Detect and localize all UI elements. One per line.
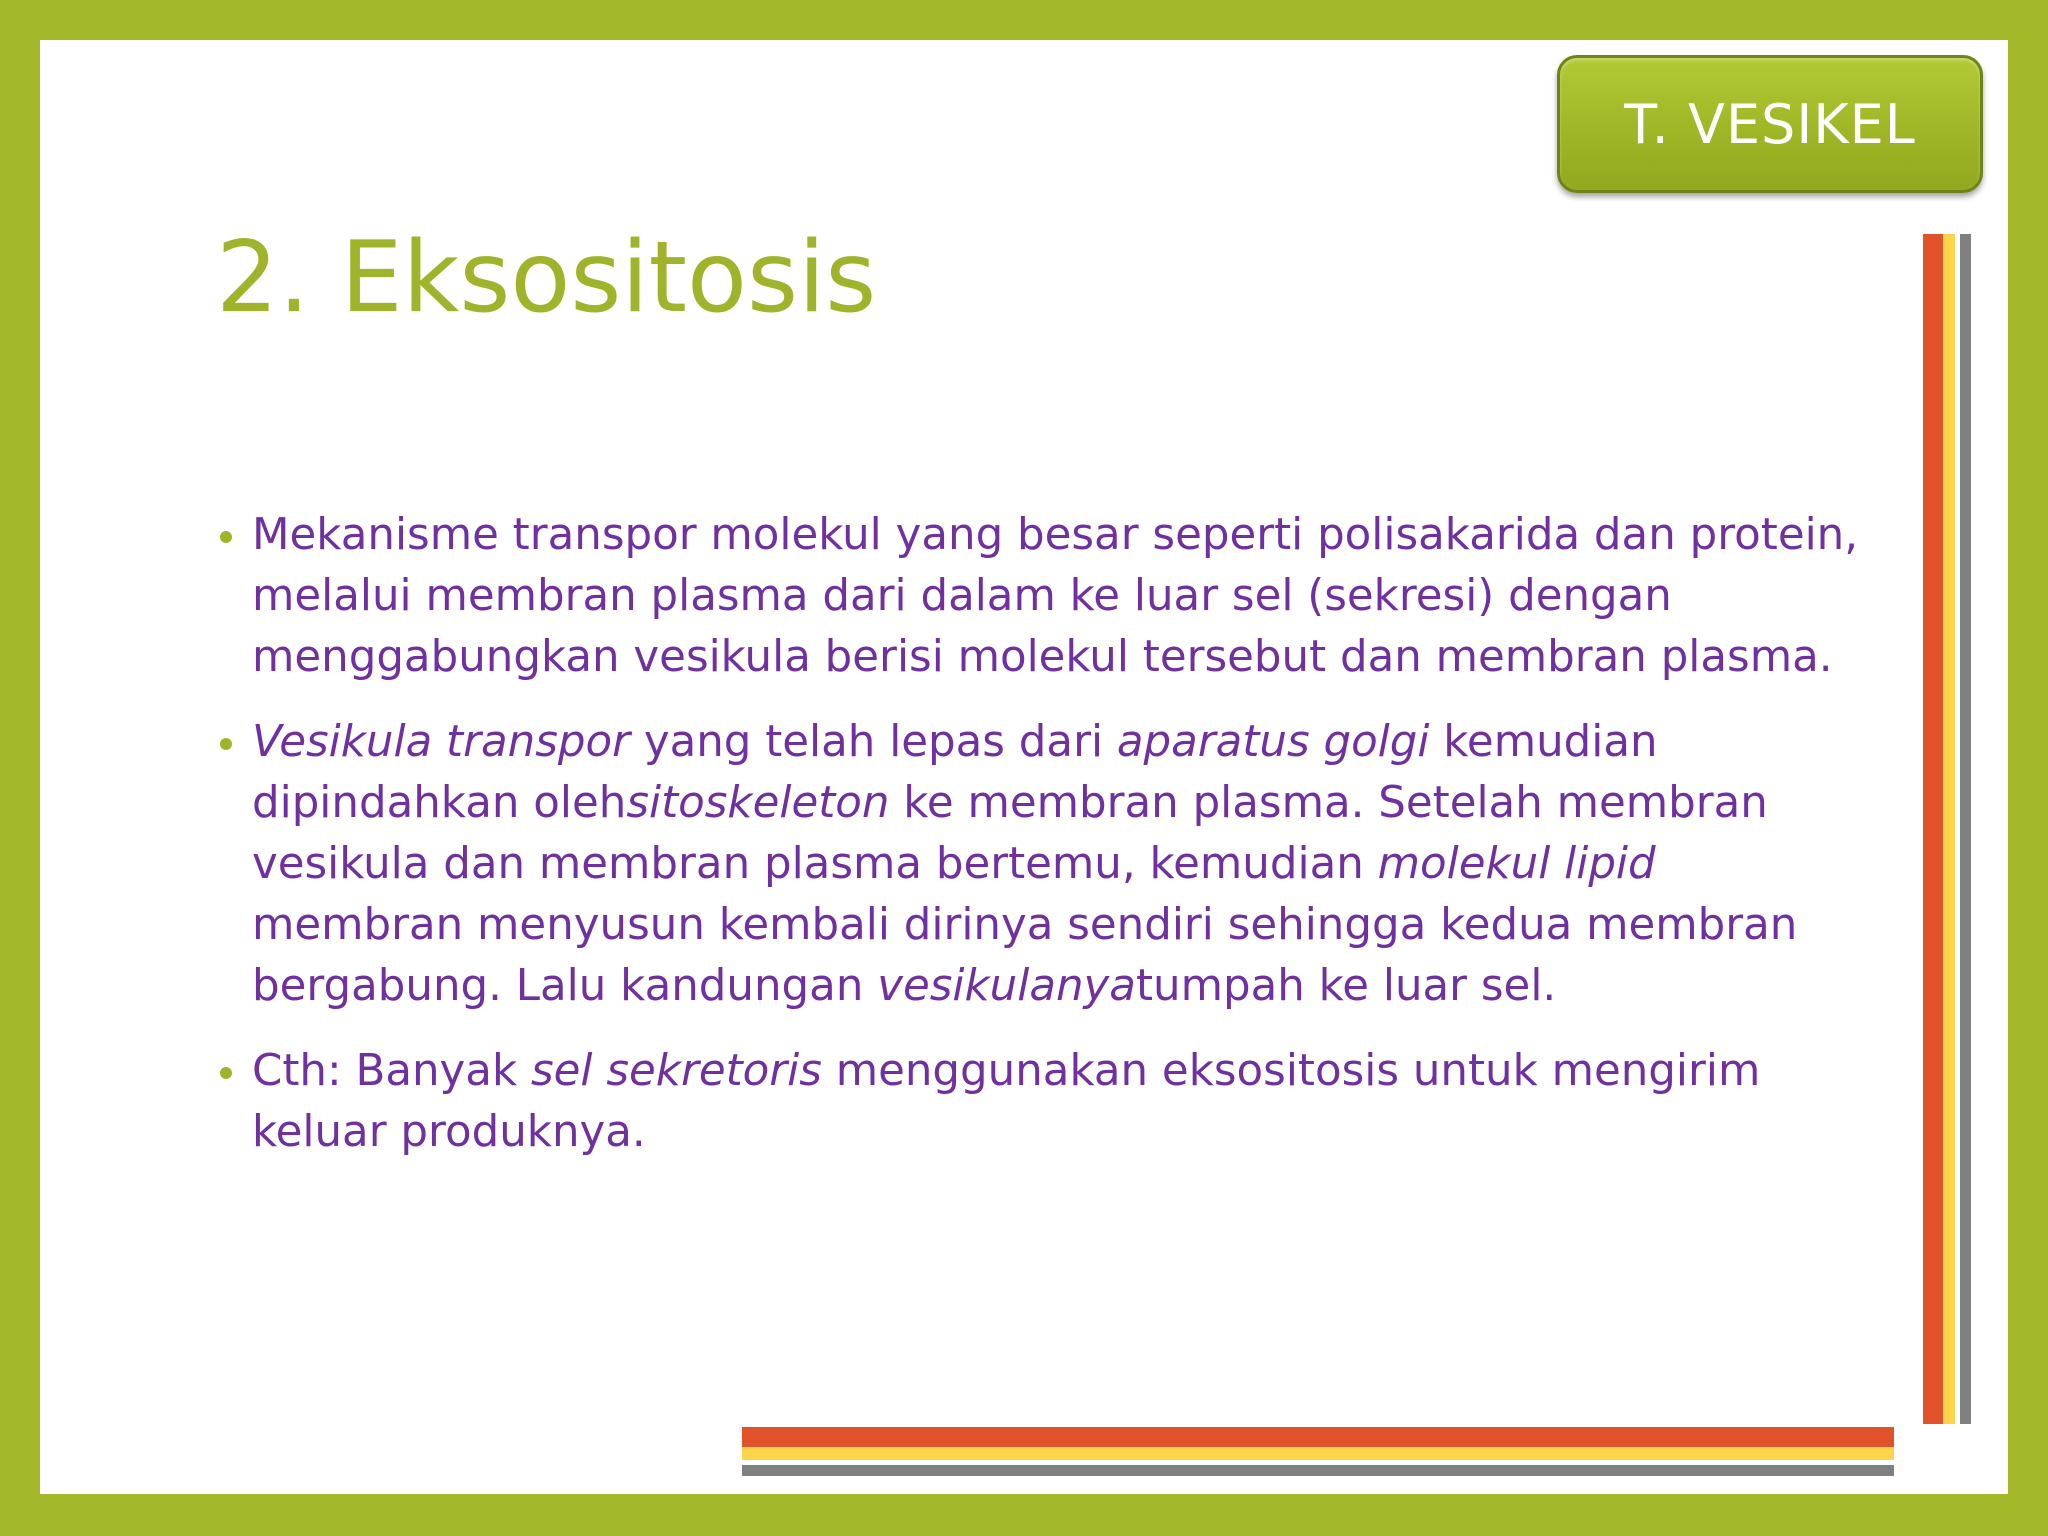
bullet-text: [252, 1046, 1760, 1157]
horizontal-stripe-orange: [742, 1427, 1894, 1447]
bullet-segment: Cth: Banyak: [252, 1046, 531, 1096]
section-badge-label: T. VESIKEL: [1624, 92, 1916, 156]
slide-title: 2. Eksositosis: [216, 221, 877, 335]
horizontal-stripe-yellow: [742, 1447, 1894, 1460]
bullet-text: [252, 717, 1797, 1011]
bullet-text: [252, 510, 1858, 682]
bullet-list: [216, 505, 1876, 1187]
bullet-italic-term: molekul lipid: [1377, 839, 1656, 889]
bullet-italic-term: sitoskeleton: [626, 778, 890, 828]
bullet-dot-icon: [220, 531, 232, 543]
bullet-item: [216, 1041, 1876, 1163]
vertical-stripe-yellow: [1943, 234, 1955, 1424]
bullet-segment: yang telah lepas dari: [630, 717, 1117, 767]
bullet-italic-term: Vesikula transpor: [252, 717, 630, 767]
section-badge: [1557, 55, 1983, 193]
bullet-segment: membran menyusun kembali dirinya sendiri sehingga kedua membran bergabung. Lalu kandungan: [252, 900, 1798, 1011]
bullet-dot-icon: [220, 1067, 232, 1079]
bullet-segment: Mekanisme transpor molekul yang besar seperti polisakarida dan protein, melalui membran plasma dari dalam ke luar sel (sekresi) dengan menggabungkan vesikula berisi molekul tersebut dan membran plasma.: [252, 510, 1859, 682]
bullet-item: [216, 712, 1876, 1017]
bullet-segment: menggunakan eksositosis untuk mengirim keluar produknya.: [252, 1046, 1761, 1157]
bullet-segment: kemudian dipindahkan oleh: [252, 717, 1658, 828]
bullet-italic-term: aparatus golgi: [1116, 717, 1430, 767]
slide-canvas: [40, 40, 2008, 1494]
horizontal-stripe-gray: [742, 1465, 1894, 1476]
bullet-segment: ke membran plasma. Setelah membran vesikula dan membran plasma bertemu, kemudian: [252, 778, 1768, 889]
bullet-italic-term: vesikulanya: [877, 961, 1136, 1011]
bullet-italic-term: sel sekretoris: [530, 1046, 822, 1096]
bullet-item: [216, 505, 1876, 688]
bullet-dot-icon: [220, 738, 232, 750]
bullet-segment: tumpah ke luar sel.: [1135, 961, 1557, 1011]
vertical-stripe-orange: [1923, 234, 1943, 1424]
vertical-stripe-gray: [1960, 234, 1971, 1424]
